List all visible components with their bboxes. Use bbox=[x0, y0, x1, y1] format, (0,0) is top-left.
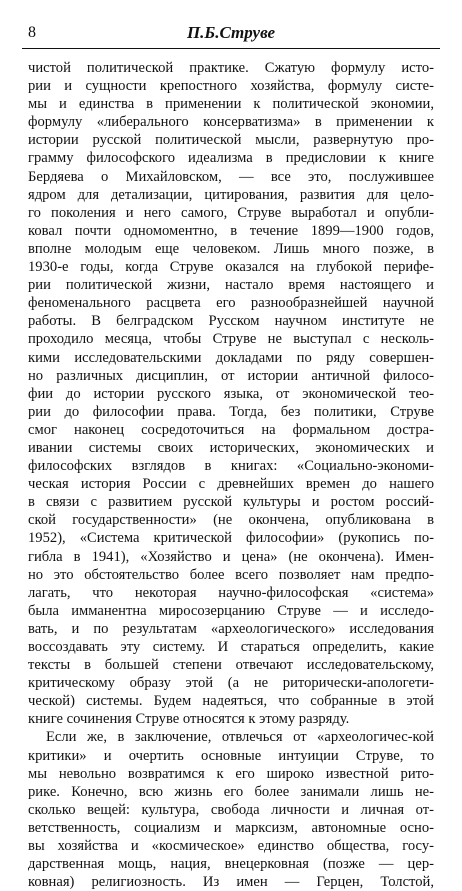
text-line: философских взглядов в книгах: «Социально-экономи- bbox=[28, 458, 434, 475]
text-line: критики» и очертить основные интуиции Струве, то bbox=[28, 747, 434, 764]
text-line: ковал почти одномоментно, в течение 1899—1900 годов, bbox=[28, 222, 434, 239]
text-line: 1952), «Система критической философии» (рукопись по- bbox=[28, 530, 434, 547]
page-header bbox=[22, 20, 440, 46]
text-line: истории русской политической мысли, развернутую про- bbox=[28, 132, 434, 149]
text-line: мы невольно возвратимся к его широко известной рито- bbox=[28, 765, 434, 782]
text-line: критическому образу этой (а не риторически-апологети- bbox=[28, 675, 434, 692]
text-line: вполне молодым еще человеком. Лишь много позже, в bbox=[28, 240, 434, 257]
text-line: рии политической жизни, настало время настоящего и bbox=[28, 277, 434, 294]
text-line: ческой) системы. Будем надеяться, что собранные в этой bbox=[28, 693, 434, 710]
text-line: книге сочинения Струве относятся к этому разряду. bbox=[28, 711, 350, 728]
header-rule bbox=[22, 48, 440, 49]
text-line: феноменального расцвета его разнообразнейшей научной bbox=[28, 295, 434, 312]
text-line: вать, и по результатам «археологического» исследования bbox=[28, 620, 434, 637]
text-line: ядром для детализации, цитирования, развития для цело- bbox=[28, 186, 434, 203]
text-line: в связи с развитием русской культуры и ростом россий- bbox=[28, 494, 434, 511]
text-line: ивании системы своих исторических, экономических и bbox=[28, 439, 434, 456]
text-line: грамму философского идеализма в предисловии к книге bbox=[28, 150, 434, 167]
body-text bbox=[28, 59, 434, 891]
text-line: ветственность, социализм и марксизм, автономные осно- bbox=[28, 819, 434, 836]
text-line: рике. Конечно, всю жизнь его более занимали лишь не- bbox=[28, 783, 434, 800]
text-line: дарственная мощь, нация, внецерковная (позже — цер- bbox=[28, 856, 434, 873]
text-line: рии и сущности крепостного хозяйства, формулу систе- bbox=[28, 78, 434, 95]
page-number: 8 bbox=[28, 24, 36, 41]
text-line: фии до истории русского языка, от экономической тео- bbox=[28, 385, 434, 402]
text-line: но это обстоятельство более всего позволяет нам предпо- bbox=[28, 566, 434, 583]
text-line: го поколения и него самого, Струве выработал и опубли- bbox=[28, 204, 434, 221]
text-line: ской государственности» (не окончена, опубликована в bbox=[28, 512, 434, 529]
text-line: смог наконец сосредоточиться на формальном достра- bbox=[28, 421, 434, 438]
text-line: рии до философии права. Тогда, без политики, Струве bbox=[28, 403, 434, 420]
text-line: гибла в 1941), «Хозяйство и цена» (не окончена). Имен- bbox=[28, 548, 434, 565]
text-line: вы хозяйства и «космическое» единство общества, госу- bbox=[28, 838, 434, 855]
text-line: ческая история России с древнейших времен до нашего bbox=[28, 476, 434, 493]
text-line: ковная) религиозность. Из имен — Герцен, Толстой, bbox=[28, 874, 434, 891]
text-line: мы и единства в применении к политической экономии, bbox=[28, 96, 434, 113]
text-line: формулу «либерального консерватизма» в применении к bbox=[28, 114, 434, 131]
text-line: воссоздавать эту систему. И стараться определить, какие bbox=[28, 639, 434, 655]
text-line: была имманентна миросозерцанию Струве — и исследо- bbox=[28, 602, 434, 619]
text-line: Бердяева о Михайловском, — все это, послужившее bbox=[28, 168, 434, 185]
text-line: лагать, что некоторая научно-философская «система» bbox=[28, 584, 434, 601]
text-line: тексты в большей степени отвечают исследовательскому, bbox=[28, 657, 434, 674]
text-line: но различных дисциплин, от истории античной филосо- bbox=[28, 367, 434, 384]
running-head: П.Б.Струве bbox=[186, 23, 276, 42]
text-line: чистой политической практике. Сжатую формулу исто- bbox=[28, 60, 434, 76]
text-line: кими исследовательскими докладами по ряду совершен- bbox=[28, 349, 434, 366]
text-line: 1930-е годы, когда Струве оказался на глубокой перифе- bbox=[28, 259, 434, 276]
text-line: проходило месяца, чтобы Струве не выступал с несколь- bbox=[28, 331, 434, 348]
text-line: Если же, в заключение, отвлечься от «археологичес-кой bbox=[46, 729, 434, 746]
text-line: сколько вещей: культура, свобода личности и личная от- bbox=[28, 801, 434, 818]
text-line: работы. В белградском Русском научном институте не bbox=[28, 313, 434, 330]
